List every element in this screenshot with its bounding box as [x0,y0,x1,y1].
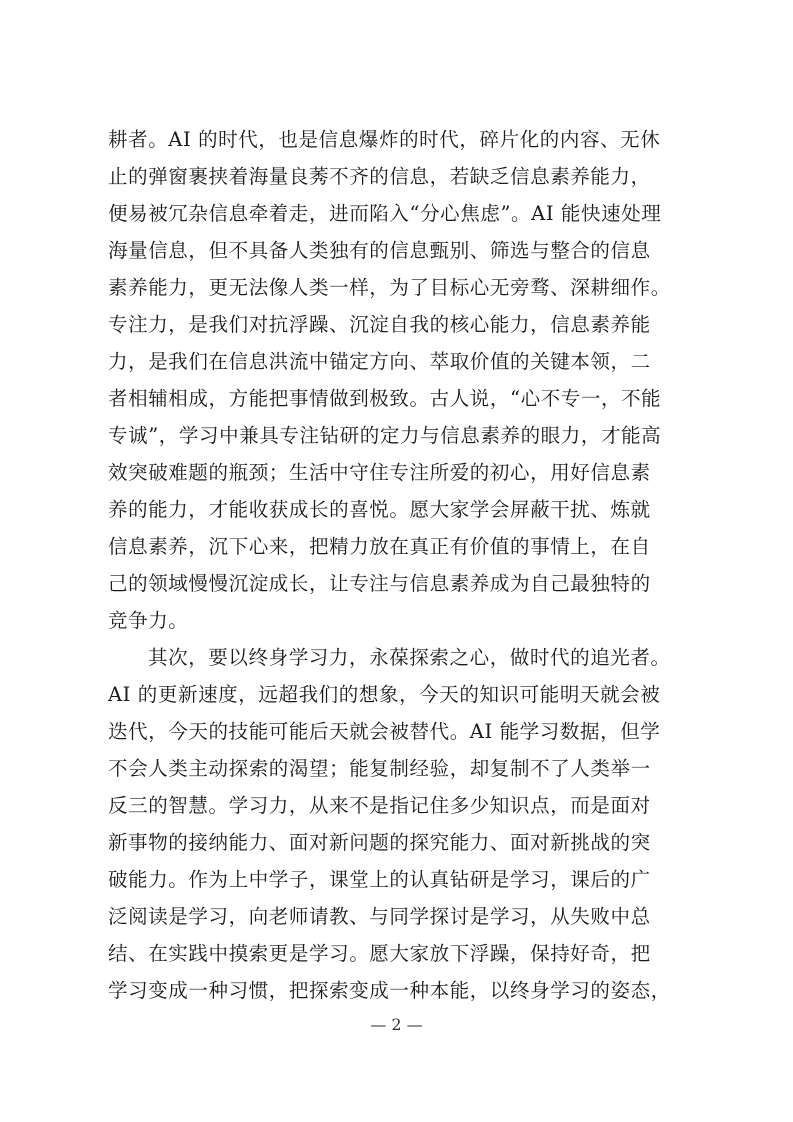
text-line: 不会人类主动探索的渴望；能复制经验，却复制不了人类举一 [108,757,651,780]
document-body [108,121,688,1009]
text-line: 竞争力。 [108,609,189,632]
text-line: 反三的智慧。学习力，从来不是指记住多少知识点，而是面对 [108,794,651,817]
page-number: — 2 — [370,1015,423,1034]
paragraph-start-line: 其次，要以终身学习力，永葆探索之心，做时代的追光者。 [148,646,671,669]
text-line: 耕者。AI 的时代，也是信息爆炸的时代，碎片化的内容、无休 [108,128,661,151]
text-line: 专诚”，学习中兼具专注钻研的定力与信息素养的眼力，才能高 [108,424,662,447]
text-line: 专注力，是我们对抗浮躁、沉淀自我的核心能力，信息素养能 [108,313,651,336]
text-line: 信息素养，沉下心来，把精力放在真正有价值的事情上，在自 [108,535,651,558]
text-line: AI 的更新速度，远超我们的想象，今天的知识可能明天就会被 [108,683,661,706]
text-line: 破能力。作为上中学子，课堂上的认真钻研是学习，课后的广 [108,868,651,891]
text-line: 学习变成一种习惯，把探索变成一种本能，以终身学习的姿态， [108,979,671,1002]
text-line: 养的能力，才能收获成长的喜悦。愿大家学会屏蔽干扰、炼就 [108,498,651,521]
text-line: 者相辅相成，方能把事情做到极致。古人说，“心不专一，不能 [108,387,662,410]
text-line: 止的弹窗裹挟着海量良莠不齐的信息，若缺乏信息素养能力， [108,165,651,188]
text-line: 泛阅读是学习，向老师请教、与同学探讨是学习，从失败中总 [108,905,651,928]
text-line: 便易被冗杂信息牵着走，进而陷入“分心焦虑”。AI 能快速处理 [108,202,662,225]
text-line: 力，是我们在信息洪流中锚定方向、萃取价值的关键本领，二 [108,350,651,373]
text-line: 结、在实践中摸索更是学习。愿大家放下浮躁，保持好奇，把 [108,942,651,965]
text-line: 迭代，今天的技能可能后天就会被替代。AI 能学习数据，但学 [108,720,661,743]
text-line: 海量信息，但不具备人类独有的信息甄别、筛选与整合的信息 [108,239,651,262]
text-line: 新事物的接纳能力、面对新问题的探究能力、面对新挑战的突 [108,831,651,854]
text-line: 效突破难题的瓶颈；生活中守住专注所爱的初心，用好信息素 [108,461,651,484]
text-line: 素养能力，更无法像人类一样，为了目标心无旁骛、深耕细作。 [108,276,671,299]
text-line: 己的领域慢慢沉淀成长，让专注与信息素养成为自己最独特的 [108,572,651,595]
